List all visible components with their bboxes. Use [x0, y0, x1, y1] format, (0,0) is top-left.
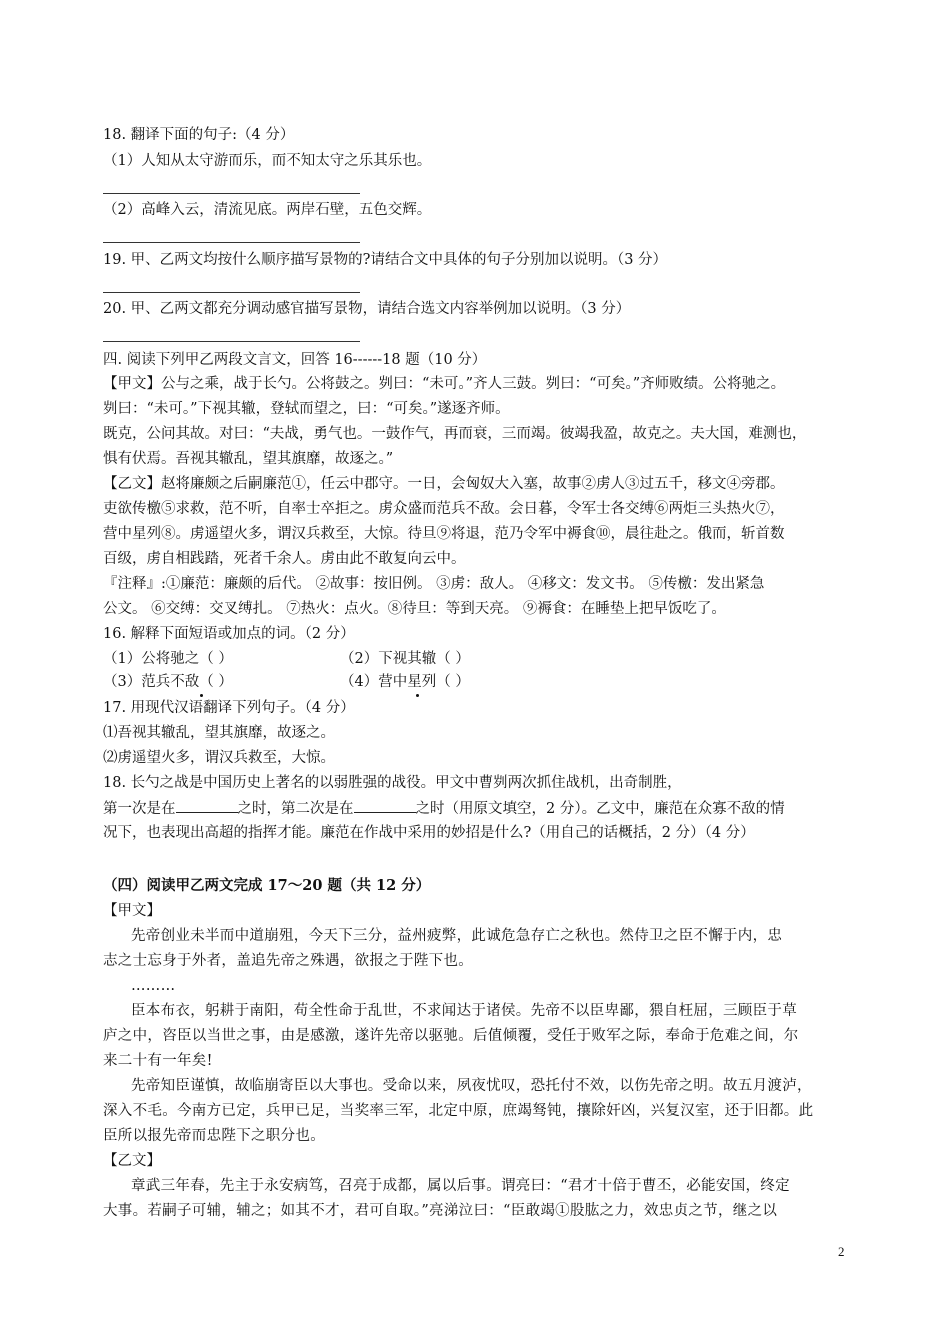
annotation-line: 公文。 ⑥交缚：交叉缚扎。 ⑦热火：点火。⑧待旦：等到天亮。 ⑨褥食：在睡垫上把早饭吃了。: [103, 601, 726, 617]
q16-item-1: （1）公将驰之（ ）: [103, 651, 233, 667]
q19-text: 19. 甲、乙两文均按什么顺序描写景物的?请结合文中具体的句子分别加以说明。（3 分）: [103, 252, 668, 268]
passage-line: 臣所以报先帝而忠陛下之职分也。: [103, 1128, 325, 1144]
passage-line: 先帝创业未半而中道崩殂，今天下三分，益州疲弊，此诚危急存亡之秋也。然侍卫之臣不懈于内，忠: [131, 928, 783, 944]
passage-line: 志之士忘身于外者，盖追先帝之殊遇，欲报之于陛下也。: [103, 953, 473, 969]
q16-item-4: （4）营中星列（ ）: [340, 674, 470, 690]
page-number: 2: [838, 1244, 845, 1259]
yi-text-line: 吏欲传檄⑤求救，范不听，自率士卒拒之。虏众盛而范兵不敌。会日暮，令军士各交缚⑥两炬三头热火⑦，: [103, 501, 785, 517]
q18-text: 况下，也表现出高超的指挥才能。廉范在作战中采用的妙招是什么?（用自己的话概括，2 分）（4 分）: [103, 825, 755, 841]
answer-line[interactable]: [103, 292, 360, 293]
q17-text: 17. 用现代汉语翻译下列句子。（4 分）: [103, 700, 355, 716]
emphasis-dot: [200, 694, 203, 697]
q16-item-3: （3）范兵不敌（ ）: [103, 674, 233, 690]
annotation-line: 『注释』:①廉范：廉颇的后代。 ②故事：按旧例。 ③虏：敌人。 ④移文：发文书。 ⑤传檄：发出紧急: [103, 576, 765, 592]
passage-line: 臣本布衣，躬耕于南阳，苟全性命于乱世，不求闻达于诸侯。先帝不以臣卑鄙，猥自枉屈，三顾臣于草: [131, 1003, 797, 1019]
passage-line: 大事。若嗣子可辅，辅之；如其不才，君可自取。”亮涕泣曰：“臣敢竭①股肱之力，效忠贞之节，继之以: [103, 1203, 778, 1219]
q18-fill-prefix: 第一次是在: [103, 801, 176, 817]
yi-text-line: 营中星列⑧。虏遥望火多，谓汉兵救至，大惊。待旦⑨将退，范乃令军中褥食⑩，晨往赴之。俄而，斩首数: [103, 526, 785, 542]
q20-text: 20. 甲、乙两文都充分调动感官描写景物，请结合选文内容举例加以说明。（3 分）: [103, 301, 631, 317]
yi-label: 【乙文】: [103, 1153, 161, 1169]
answer-line[interactable]: [103, 341, 360, 342]
q18-fill-middle: 之时，第二次是在: [237, 801, 354, 817]
q17-sentence-2: ⑵虏遥望火多，谓汉兵救至，大惊。: [103, 750, 335, 766]
q18-sentence-1: （1）人知从太守游而乐，而不知太守之乐其乐也。: [103, 153, 432, 169]
jia-text-line: 【甲文】公与之乘，战于长勺。公将鼓之。刿曰：“未可。”齐人三鼓。刿曰：“可矣。”齐师败绩。公将驰之。: [103, 376, 786, 392]
q16-text: 16. 解释下面短语或加点的词。（2 分）: [103, 626, 355, 642]
passage-line: 章武三年春，先主于永安病笃，召亮于成都，属以后事。谓亮曰：“君才十倍于曹丕，必能安国，终定: [131, 1178, 790, 1194]
passage-line: 庐之中，咨臣以当世之事，由是感激，遂许先帝以驱驰。后值倾覆，受任于败军之际，奉命于危难之间，尔: [103, 1028, 799, 1044]
jia-text-line: 既克，公问其故。对曰：“夫战，勇气也。一鼓作气，再而衰，三而竭。彼竭我盈，故克之。夫大国，难测也，: [103, 426, 807, 442]
answer-line[interactable]: [103, 193, 360, 194]
fill-blank[interactable]: [354, 798, 416, 813]
emphasis-dot: [416, 694, 419, 697]
q18-fill-suffix: 之时（用原文填空，2 分）。乙文中，廉范在众寡不敌的情: [415, 801, 785, 817]
q16-item-2: （2）下视其辙（ ）: [340, 651, 470, 667]
q18-text: 18. 长勺之战是中国历史上著名的以弱胜强的战役。甲文中曹刿两次抓住战机，出奇制胜，: [103, 775, 682, 791]
yi-text-line: 【乙文】赵将廉颇之后嗣廉范①，任云中郡守。一日，会匈奴大入塞，故事②虏人③过五千，移文④旁郡。: [103, 476, 785, 492]
q18-sentence-2: （2）高峰入云，清流见底。两岸石壁，五色交辉。: [103, 202, 432, 218]
passage-line: 来二十有一年矣!: [103, 1053, 213, 1069]
q18-title: 18. 翻译下面的句子:（4 分）: [103, 127, 295, 143]
jia-text-line: 惧有伏焉。吾视其辙乱，望其旗靡，故逐之。”: [103, 451, 394, 467]
passage-line: 先帝知臣谨慎，故临崩寄臣以大事也。受命以来，夙夜忧叹，恐托付不效，以伤先帝之明。故五月渡泸，: [131, 1078, 812, 1094]
q18-fill-line: [103, 798, 785, 819]
passage-line: 深入不毛。今南方已定，兵甲已足，当奖率三军，北定中原，庶竭驽钝，攘除奸凶，兴复汉室，还于旧都。此: [103, 1103, 814, 1119]
jia-text-line: 刿曰：“未可。”下视其辙，登轼而望之，曰：“可矣。”遂逐齐师。: [103, 401, 510, 417]
ellipsis: ………: [131, 978, 176, 994]
fill-blank[interactable]: [176, 798, 238, 813]
jia-label: 【甲文】: [103, 903, 161, 919]
yi-text-line: 百级，虏自相践踏，死者千余人。虏由此不敢复向云中。: [103, 551, 466, 567]
section-heading: 四. 阅读下列甲乙两段文言文，回答 16------18 题（10 分）: [103, 352, 487, 368]
section-heading: （四）阅读甲乙两文完成 17～20 题（共 12 分）: [103, 877, 431, 894]
answer-line[interactable]: [103, 242, 360, 243]
q17-sentence-1: ⑴吾视其辙乱，望其旗靡，故逐之。: [103, 725, 335, 741]
